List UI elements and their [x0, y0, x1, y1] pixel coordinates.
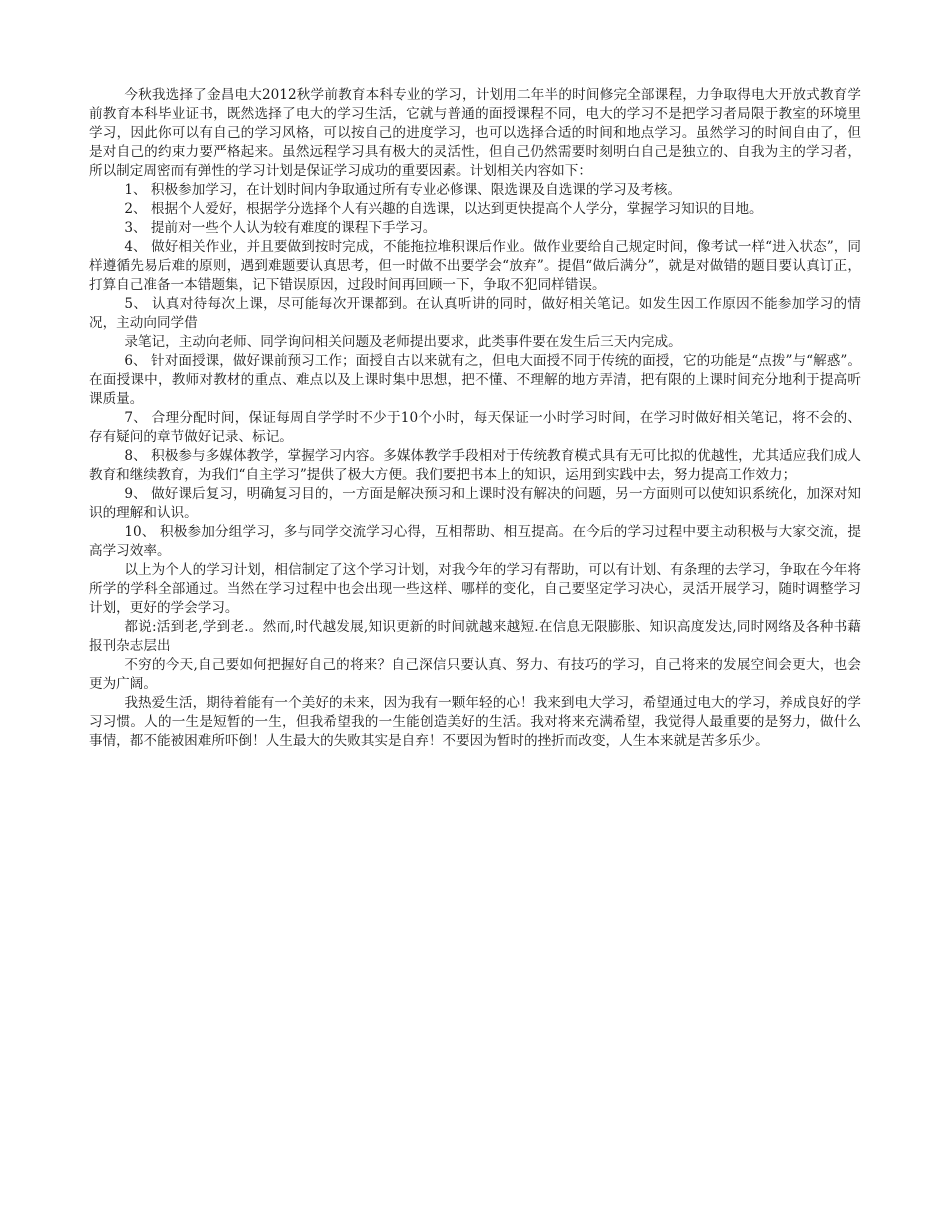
paragraph-item-7: 7、 合理分配时间，保证每周自学学时不少于10个小时，每天保证一小时学习时间，在学习时做好相关笔记，将不会的、存有疑问的章节做好记录、标记。 — [89, 410, 861, 445]
paragraph-intro: 今秋我选择了金昌电大2012秋学前教育本科专业的学习，计划用二年半的时间修完全部课程，力争取得电大开放式教育学前教育本科毕业证书，既然选择了电大的学习生活，它就与普通的面授课程不同，电大的学习不是把学习者局限于教室的环境里学习，因此你可以有自己的学习风格，可以按自己的进度学习，也可以选择合适的时间和地点学习。虽然学习的时间自由了，但是对自己的约束力要严格起来。虽然远程学习具有极大的灵活性，但自己仍然需要时刻明白自己是独立的、自我为主的学习者，所以制定周密而有弹性的学习计划是保证学习成功的重要因素。计划相关内容如下： — [89, 87, 861, 179]
document-body — [89, 86, 861, 751]
paragraph-item-3: 3、 提前对一些个人认为较有难度的课程下手学习。 — [124, 220, 437, 236]
paragraph-item-8: 8、 积极参与多媒体教学，掌握学习内容。多媒体教学手段相对于传统教育模式具有无可比拟的优越性，尤其适应我们成人教育和继续教育，为我们“自主学习”提供了极大方便。我们要把书本上的知识，运用到实践中去，努力提高工作效力； — [89, 448, 861, 483]
paragraph-item-1: 1、 积极参加学习，在计划时间内争取通过所有专业必修课、限选课及自选课的学习及考核。 — [124, 182, 682, 198]
paragraph-item-2: 2、 根据个人爱好，根据学分选择个人有兴趣的自选课，以达到更快提高个人学分，掌握学习知识的目地。 — [124, 201, 763, 217]
paragraph-item-5: 5、 认真对待每次上课，尽可能每次开课都到。在认真听讲的同时，做好相关笔记。如发生因工作原因不能参加学习的情况，主动向同学借 — [89, 296, 861, 331]
paragraph-item-6: 6、 针对面授课，做好课前预习工作；面授自古以来就有之，但电大面授不同于传统的面授，它的功能是“点拨”与“解惑”。在面授课中，教师对教材的重点、难点以及上课时集中思想，把不懂、不理解的地方弄清，把有限的上课时间充分地利于提高听课质量。 — [89, 353, 861, 407]
paragraph-item-4: 4、 做好相关作业，并且要做到按时完成，不能拖拉堆积课后作业。做作业要给自己规定时间，像考试一样“进入状态”，同样遵循先易后难的原则，遇到难题要认真思考，但一时做不出要学会“放弃”。提倡“做后满分”，就是对做错的题目要认真订正，打算自己准备一本错题集，记下错误原因，过段时间再回顾一下，争取不犯同样错误。 — [89, 239, 861, 293]
paragraph-closing: 我热爱生活，期待着能有一个美好的未来，因为我有一颗年轻的心！我来到电大学习，希望通过电大的学习，养成良好的学习习惯。人的一生是短暂的一生，但我希望我的一生能创造美好的生活。我对将来充满希望，我觉得人最重要的是努力，做什么事情，都不能被困难所吓倒！人生最大的失败其实是自弃！不要因为暂时的挫折而改变，人生本来就是苦多乐少。 — [89, 695, 861, 749]
paragraph-summary: 以上为个人的学习计划，相信制定了这个学习计划，对我今年的学习有帮助，可以有计划、有条理的去学习，争取在今年将所学的学科全部通过。当然在学习过程中也会出现一些这样、哪样的变化，自己要坚定学习决心，灵活开展学习，随时调整学习计划，更好的学会学习。 — [89, 562, 861, 616]
paragraph-saying-continued: 不穷的今天,自己要如何把握好自己的将来？自己深信只要认真、努力、有技巧的学习，自己将来的发展空间会更大，也会更为广阔。 — [89, 657, 861, 692]
paragraph-item-5-continued: 录笔记，主动向老师、同学询问相关问题及老师提出要求，此类事件要在发生后三天内完成。 — [124, 334, 682, 350]
paragraph-saying: 都说:活到老,学到老.。然而,时代越发展,知识更新的时间就越来越短.在信息无限膨胀、知识高度发达,同时网络及各种书藉报刊杂志层出 — [89, 619, 861, 654]
paragraph-item-9: 9、 做好课后复习，明确复习目的，一方面是解决预习和上课时没有解决的问题，另一方面则可以使知识系统化，加深对知识的理解和认识。 — [89, 486, 861, 521]
paragraph-item-10: 10、 积极参加分组学习，多与同学交流学习心得，互相帮助、相互提高。在今后的学习过程中要主动积极与大家交流，提高学习效率。 — [89, 524, 861, 559]
